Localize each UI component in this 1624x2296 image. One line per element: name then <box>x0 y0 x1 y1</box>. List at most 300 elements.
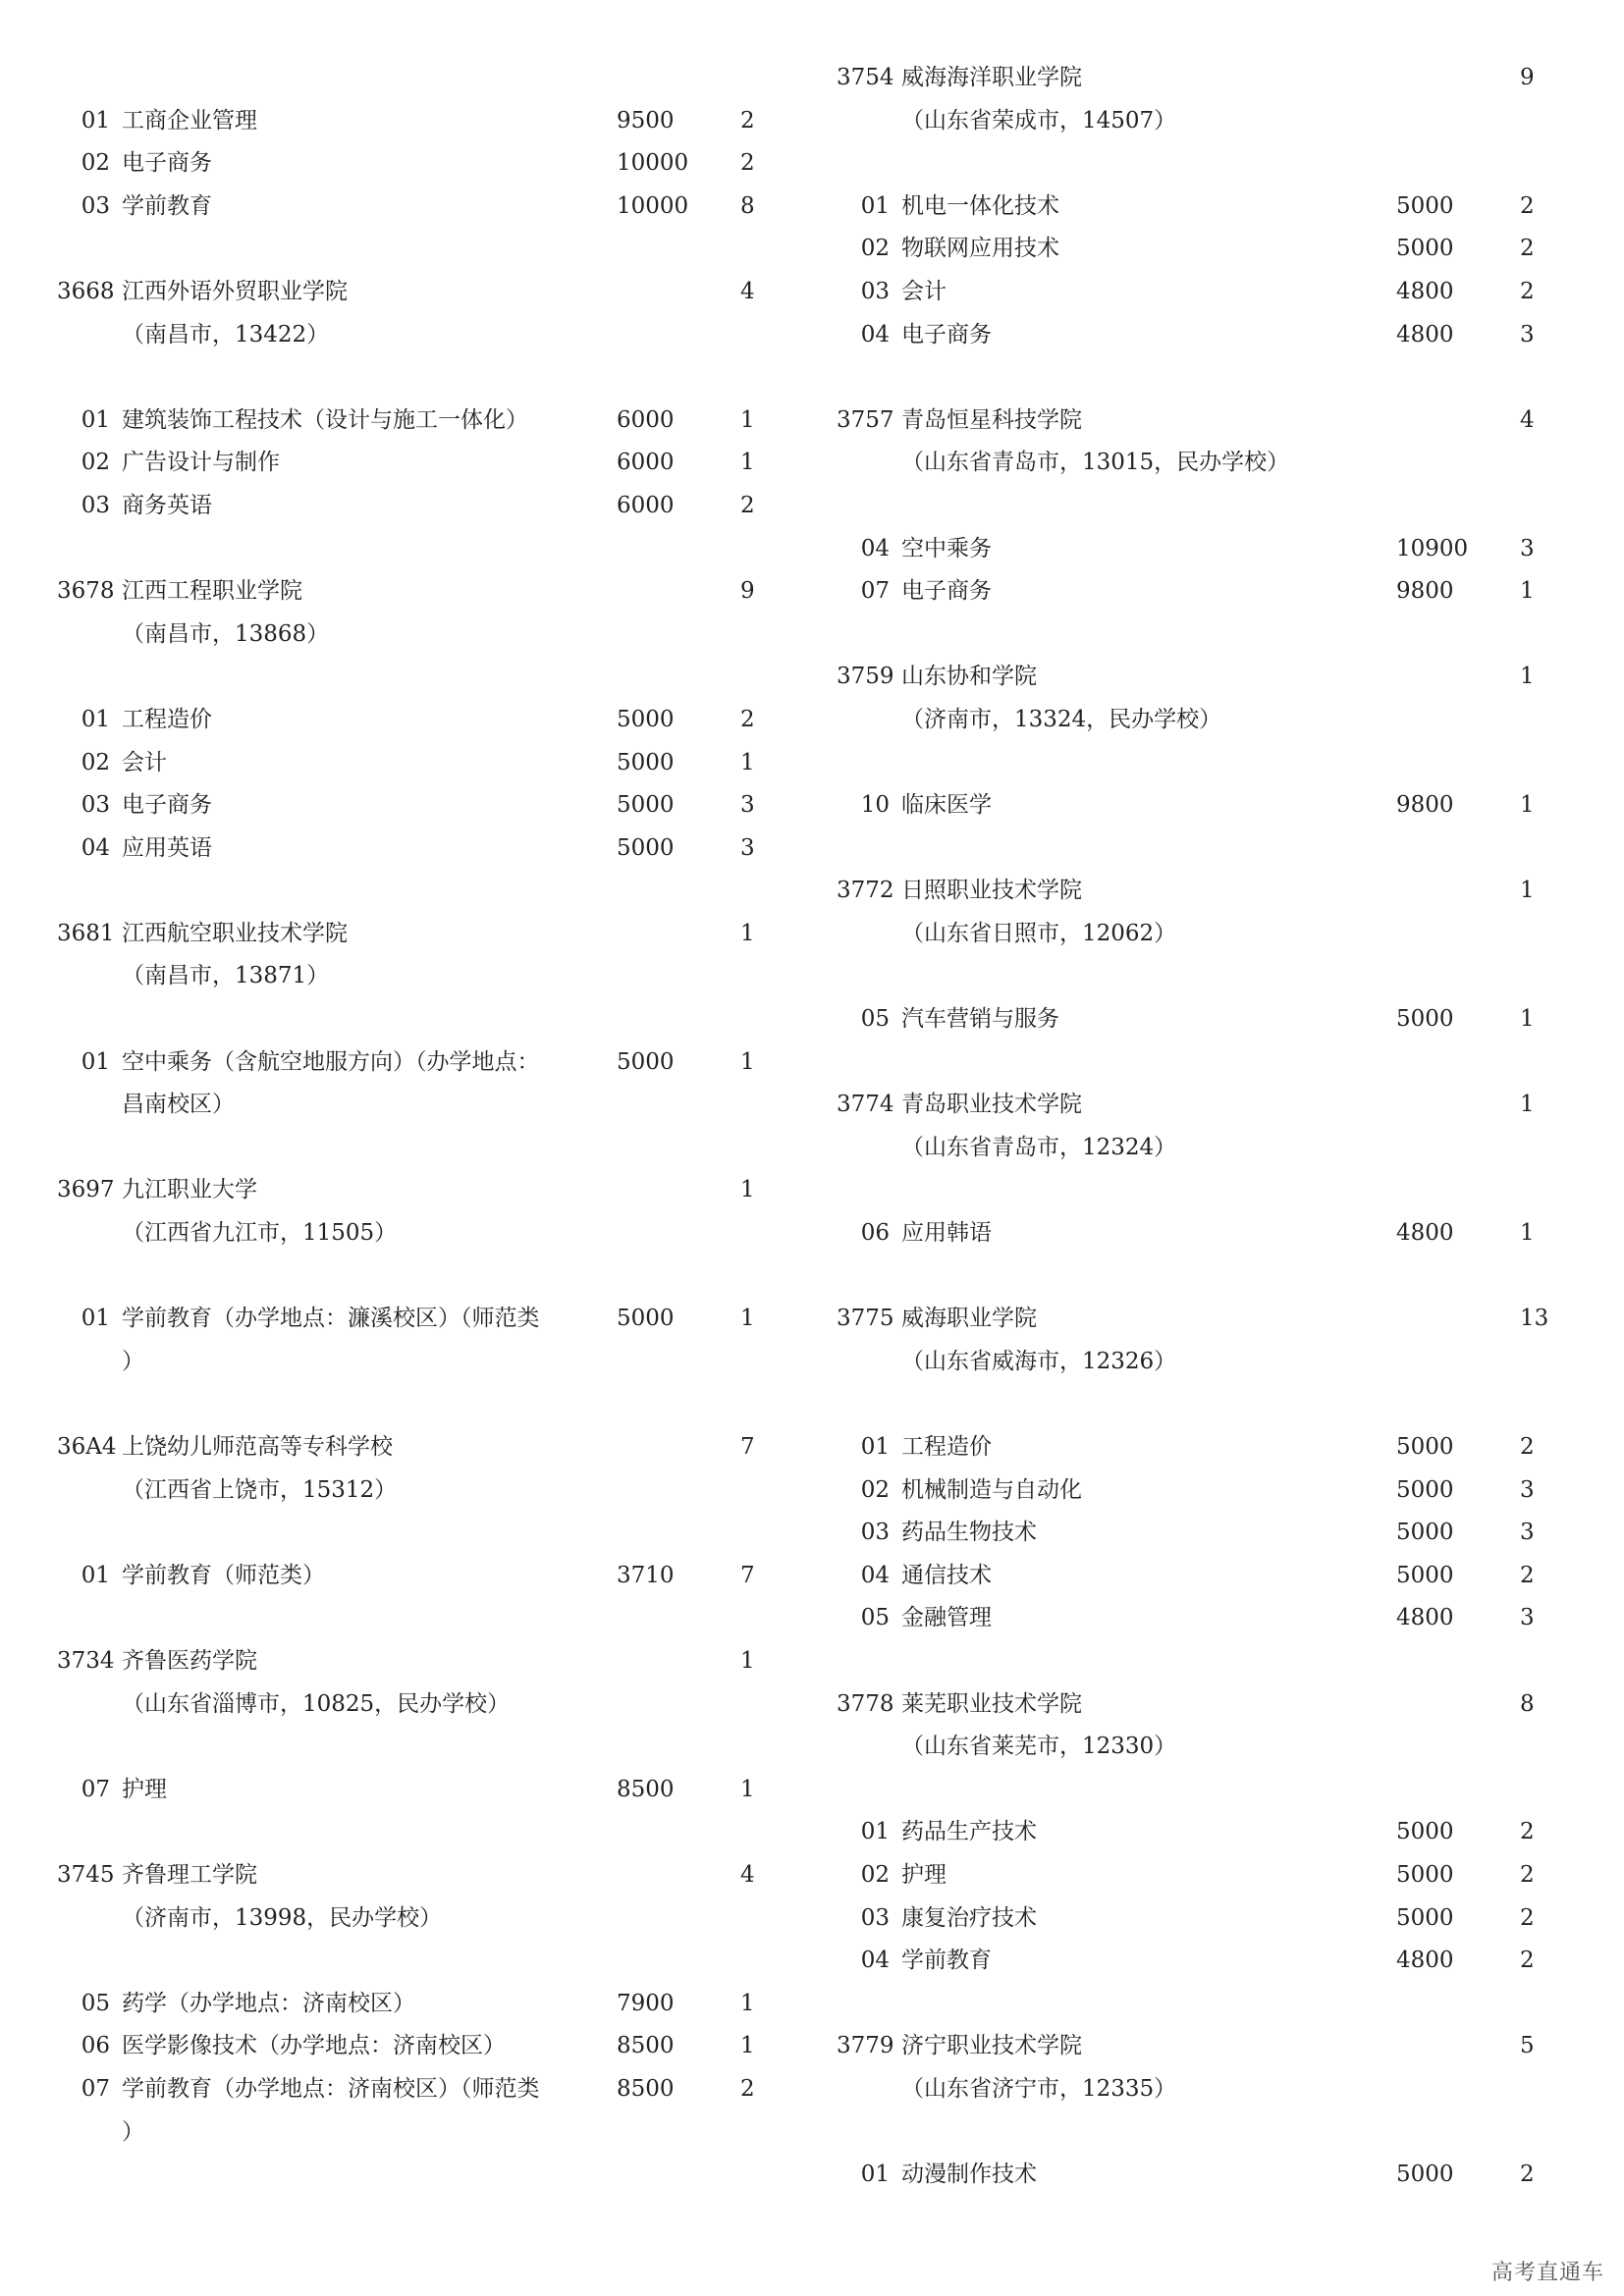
tuition-fee: 5000 <box>1396 1562 1454 1588</box>
major-code: 02 <box>860 236 890 262</box>
row-spacer <box>57 656 803 699</box>
row-spacer <box>57 1940 803 1983</box>
info-text: ） <box>122 1348 144 1374</box>
major-row <box>837 570 1583 614</box>
major-code: 01 <box>860 1819 890 1845</box>
info-text: （江西省九江市，11505） <box>122 1220 398 1247</box>
plan-count: 3 <box>1520 321 1535 347</box>
row-spacer <box>57 1512 803 1555</box>
tuition-fee: 3710 <box>617 1562 675 1588</box>
row-spacer <box>57 1811 803 1854</box>
plan-count: 2 <box>1520 1861 1535 1888</box>
major-row <box>837 1426 1583 1469</box>
major-code: 03 <box>81 792 110 819</box>
row-spacer <box>57 528 803 571</box>
major-code: 04 <box>860 1562 890 1588</box>
tuition-fee: 5000 <box>1396 1520 1454 1546</box>
school-info-row <box>57 1469 803 1513</box>
school-plan-count: 13 <box>1520 1306 1549 1332</box>
major-row <box>57 1041 803 1085</box>
tuition-fee: 5000 <box>1396 1861 1454 1888</box>
major-name: 空中乘务 <box>901 535 992 561</box>
plan-count: 1 <box>740 1776 755 1802</box>
major-name: 学前教育（办学地点：濂溪校区）（师范类 <box>122 1306 540 1332</box>
school-code: 3778 <box>837 1690 894 1717</box>
row-spacer <box>57 1383 803 1426</box>
major-name: 康复治疗技术 <box>901 1904 1037 1931</box>
major-row <box>57 1983 803 2026</box>
tuition-fee: 4800 <box>1396 1948 1454 1974</box>
info-text: （济南市，13324，民办学校） <box>901 706 1222 732</box>
tuition-fee: 5000 <box>1396 1904 1454 1931</box>
school-plan-count: 9 <box>1520 65 1535 90</box>
major-name: 动漫制作技术 <box>901 2162 1037 2188</box>
major-code: 01 <box>860 2162 890 2188</box>
info-text: （山东省威海市，12326） <box>901 1348 1177 1374</box>
plan-count: 2 <box>1520 1434 1535 1460</box>
tuition-fee: 10900 <box>1396 535 1469 561</box>
major-code: 03 <box>860 278 890 304</box>
tuition-fee: 9800 <box>1396 578 1454 605</box>
major-code: 02 <box>81 150 110 177</box>
row-spacer <box>57 228 803 271</box>
major-row <box>837 1555 1583 1598</box>
major-code: 03 <box>81 492 110 518</box>
school-row <box>57 1640 803 1683</box>
major-code: 04 <box>860 1948 890 1974</box>
tuition-fee: 8500 <box>617 2075 675 2102</box>
plan-count: 1 <box>740 749 755 775</box>
major-name: 机械制造与自动化 <box>901 1476 1082 1503</box>
school-name: 山东协和学院 <box>901 664 1037 690</box>
major-code: 02 <box>81 450 110 476</box>
major-name: 临床医学 <box>901 792 992 819</box>
major-name: 学前教育 <box>901 1948 992 1974</box>
row-spacer <box>57 1127 803 1170</box>
school-row <box>57 271 803 314</box>
school-row <box>57 1426 803 1469</box>
school-info-row <box>57 614 803 657</box>
school-plan-count: 8 <box>1520 1690 1535 1717</box>
school-info-row <box>837 442 1583 485</box>
school-row <box>837 57 1583 100</box>
school-plan-count: 7 <box>740 1434 755 1460</box>
major-name: 商务英语 <box>122 492 212 518</box>
school-code: 3745 <box>57 1861 115 1888</box>
major-code: 03 <box>860 1904 890 1931</box>
major-name: 汽车营销与服务 <box>901 1006 1059 1033</box>
major-row <box>57 784 803 828</box>
school-row <box>837 1298 1583 1341</box>
school-plan-count: 9 <box>740 578 755 605</box>
major-row <box>837 1897 1583 1941</box>
school-plan-count: 1 <box>740 920 755 946</box>
plan-count: 2 <box>1520 1819 1535 1845</box>
school-row <box>57 913 803 956</box>
plan-count: 3 <box>1520 1520 1535 1546</box>
plan-count: 3 <box>1520 1476 1535 1503</box>
row-spacer <box>837 1383 1583 1426</box>
school-info-row <box>837 1341 1583 1384</box>
major-row <box>837 314 1583 357</box>
row-spacer <box>837 828 1583 871</box>
major-row <box>57 1298 803 1341</box>
tuition-fee: 5000 <box>617 706 675 732</box>
row-spacer <box>57 1597 803 1640</box>
major-code: 06 <box>81 2033 110 2059</box>
school-name: 青岛职业技术学院 <box>901 1092 1082 1118</box>
major-name: 会计 <box>122 749 167 775</box>
major-name: 空中乘务（含航空地服方向）（办学地点： <box>122 1048 540 1075</box>
major-row <box>837 1212 1583 1255</box>
school-name: 威海海洋职业学院 <box>901 65 1082 90</box>
major-code: 01 <box>860 1434 890 1460</box>
school-plan-count: 4 <box>740 278 755 304</box>
school-row <box>57 570 803 614</box>
major-name: 广告设计与制作 <box>122 450 280 476</box>
right-column <box>837 57 1583 2197</box>
major-name: 金融管理 <box>901 1605 992 1631</box>
major-row <box>837 2154 1583 2197</box>
school-code: 3757 <box>837 406 894 433</box>
school-plan-count: 4 <box>740 1861 755 1888</box>
major-row <box>57 485 803 528</box>
school-plan-count: 1 <box>740 1647 755 1674</box>
info-text: （南昌市，13871） <box>122 963 330 989</box>
row-spacer <box>837 1769 1583 1812</box>
plan-count: 3 <box>740 792 755 819</box>
major-code: 04 <box>860 535 890 561</box>
row-spacer <box>837 485 1583 528</box>
plan-count: 3 <box>740 834 755 861</box>
school-info-row <box>57 1341 803 1384</box>
school-info-row <box>57 1897 803 1941</box>
school-row <box>837 400 1583 443</box>
school-info-row <box>837 100 1583 143</box>
info-text: （山东省日照市，12062） <box>901 920 1177 946</box>
row-spacer <box>837 1169 1583 1212</box>
plan-count: 2 <box>1520 278 1535 304</box>
major-name: 护理 <box>122 1776 167 1802</box>
major-row <box>57 742 803 785</box>
plan-count: 1 <box>740 1306 755 1332</box>
plan-count: 2 <box>1520 1904 1535 1931</box>
school-row <box>837 1683 1583 1727</box>
tuition-fee: 5000 <box>617 834 675 861</box>
major-name: 药学（办学地点：济南校区） <box>122 1990 415 2016</box>
info-text: ） <box>122 2118 144 2145</box>
major-code: 03 <box>860 1520 890 1546</box>
major-name: 医学影像技术（办学地点：济南校区） <box>122 2033 506 2059</box>
school-name: 济宁职业技术学院 <box>901 2033 1082 2059</box>
major-row <box>57 1555 803 1598</box>
major-code: 01 <box>81 406 110 433</box>
major-code: 01 <box>81 706 110 732</box>
major-name: 应用英语 <box>122 834 212 861</box>
major-row <box>837 1469 1583 1513</box>
plan-count: 1 <box>1520 1006 1535 1033</box>
info-text: （山东省青岛市，12324） <box>901 1134 1177 1160</box>
tuition-fee: 10000 <box>617 192 689 219</box>
school-row <box>57 1854 803 1897</box>
info-text: （山东省莱芜市，12330） <box>901 1734 1177 1760</box>
major-code: 01 <box>81 1306 110 1332</box>
plan-count: 1 <box>740 406 755 433</box>
major-row <box>837 228 1583 271</box>
major-row <box>837 998 1583 1041</box>
plan-count: 2 <box>740 150 755 177</box>
major-row <box>57 699 803 742</box>
major-row <box>57 142 803 186</box>
school-info-row <box>57 955 803 998</box>
info-text: （山东省青岛市，13015，民办学校） <box>901 450 1290 476</box>
school-plan-count: 1 <box>1520 664 1535 690</box>
major-code: 02 <box>860 1861 890 1888</box>
school-code: 3779 <box>837 2033 894 2059</box>
major-code: 03 <box>81 192 110 219</box>
school-name: 九江职业大学 <box>122 1177 257 1203</box>
tuition-fee: 6000 <box>617 406 675 433</box>
plan-count: 3 <box>1520 535 1535 561</box>
school-info-row <box>837 1726 1583 1769</box>
info-text: （南昌市，13422） <box>122 321 330 347</box>
plan-count: 7 <box>740 1562 755 1588</box>
info-text: （江西省上饶市，15312） <box>122 1476 398 1503</box>
plan-count: 2 <box>1520 192 1535 219</box>
plan-count: 1 <box>740 450 755 476</box>
school-name: 齐鲁理工学院 <box>122 1861 257 1888</box>
row-spacer <box>57 998 803 1041</box>
major-code: 06 <box>860 1220 890 1247</box>
major-row <box>837 784 1583 828</box>
school-info-row <box>837 699 1583 742</box>
school-plan-count: 1 <box>1520 1092 1535 1118</box>
school-name: 日照职业技术学院 <box>901 878 1082 904</box>
tuition-fee: 8500 <box>617 1776 675 1802</box>
tuition-fee: 5000 <box>1396 192 1454 219</box>
plan-count: 1 <box>740 2033 755 2059</box>
row-spacer <box>837 614 1583 657</box>
major-row <box>57 828 803 871</box>
school-code: 3774 <box>837 1092 894 1118</box>
major-code: 05 <box>860 1006 890 1033</box>
info-text: （山东省荣成市，14507） <box>901 107 1177 133</box>
row-spacer <box>57 57 803 100</box>
watermark: 高考直通车 <box>1490 2261 1604 2285</box>
school-row <box>837 870 1583 913</box>
row-spacer <box>837 1041 1583 1085</box>
plan-count: 2 <box>740 706 755 732</box>
major-row <box>837 1854 1583 1897</box>
tuition-fee: 10000 <box>617 150 689 177</box>
major-name: 应用韩语 <box>901 1220 992 1247</box>
school-code: 3697 <box>57 1177 115 1203</box>
school-code: 36A4 <box>57 1434 117 1460</box>
tuition-fee: 5000 <box>1396 1006 1454 1033</box>
tuition-fee: 8500 <box>617 2033 675 2059</box>
plan-count: 2 <box>1520 236 1535 262</box>
school-code: 3775 <box>837 1306 894 1332</box>
major-name: 物联网应用技术 <box>901 236 1059 262</box>
plan-count: 2 <box>740 107 755 133</box>
school-row <box>837 656 1583 699</box>
school-info-row <box>57 1212 803 1255</box>
major-row <box>837 271 1583 314</box>
school-info-row <box>57 2111 803 2155</box>
school-info-row <box>57 314 803 357</box>
major-code: 01 <box>81 1562 110 1588</box>
plan-count: 8 <box>740 192 755 219</box>
left-column <box>57 57 803 2154</box>
tuition-fee: 5000 <box>1396 1819 1454 1845</box>
major-code: 04 <box>860 321 890 347</box>
major-name: 电子商务 <box>122 792 212 819</box>
row-spacer <box>57 1255 803 1299</box>
major-code: 02 <box>860 1476 890 1503</box>
major-name: 电子商务 <box>901 321 992 347</box>
school-info-row <box>57 1084 803 1127</box>
info-text: （济南市，13998，民办学校） <box>122 1904 443 1931</box>
tuition-fee: 4800 <box>1396 1220 1454 1247</box>
major-code: 01 <box>860 192 890 219</box>
school-plan-count: 1 <box>740 1177 755 1203</box>
school-name: 上饶幼儿师范高等专科学校 <box>122 1434 393 1460</box>
major-name: 学前教育 <box>122 192 212 219</box>
major-name: 电子商务 <box>901 578 992 605</box>
school-code: 3772 <box>837 878 894 904</box>
tuition-fee: 4800 <box>1396 321 1454 347</box>
major-code: 05 <box>860 1605 890 1631</box>
major-name: 工程造价 <box>901 1434 992 1460</box>
major-name: 工商企业管理 <box>122 107 257 133</box>
major-code: 02 <box>81 749 110 775</box>
row-spacer <box>837 356 1583 400</box>
school-info-row <box>57 1683 803 1727</box>
school-name: 齐鲁医药学院 <box>122 1647 257 1674</box>
school-name: 江西工程职业学院 <box>122 578 302 605</box>
row-spacer <box>57 1726 803 1769</box>
tuition-fee: 7900 <box>617 1990 675 2016</box>
school-info-row <box>837 2068 1583 2111</box>
row-spacer <box>837 2111 1583 2155</box>
major-code: 04 <box>81 834 110 861</box>
school-plan-count: 5 <box>1520 2033 1535 2059</box>
major-row <box>837 528 1583 571</box>
school-code: 3668 <box>57 278 115 304</box>
major-name: 电子商务 <box>122 150 212 177</box>
tuition-fee: 5000 <box>1396 1476 1454 1503</box>
tuition-fee: 5000 <box>1396 236 1454 262</box>
tuition-fee: 5000 <box>617 749 675 775</box>
plan-count: 1 <box>740 1990 755 2016</box>
major-row <box>57 100 803 143</box>
tuition-fee: 4800 <box>1396 1605 1454 1631</box>
tuition-fee: 9500 <box>617 107 675 133</box>
school-plan-count: 1 <box>1520 878 1535 904</box>
major-name: 药品生物技术 <box>901 1520 1037 1546</box>
plan-count: 2 <box>1520 1948 1535 1974</box>
info-text: 昌南校区） <box>122 1092 235 1118</box>
school-row <box>837 1084 1583 1127</box>
row-spacer <box>57 356 803 400</box>
major-name: 护理 <box>901 1861 947 1888</box>
tuition-fee: 5000 <box>617 1306 675 1332</box>
major-name: 建筑装饰工程技术（设计与施工一体化） <box>122 406 528 433</box>
major-code: 10 <box>860 792 890 819</box>
tuition-fee: 5000 <box>617 1048 675 1075</box>
school-name: 威海职业学院 <box>901 1306 1037 1332</box>
major-row <box>57 2068 803 2111</box>
row-spacer <box>837 1640 1583 1683</box>
school-info-row <box>837 913 1583 956</box>
school-code: 3754 <box>837 65 894 90</box>
major-name: 学前教育（师范类） <box>122 1562 325 1588</box>
plan-count: 1 <box>740 1048 755 1075</box>
school-name: 江西航空职业技术学院 <box>122 920 348 946</box>
row-spacer <box>837 142 1583 186</box>
school-name: 青岛恒星科技学院 <box>901 406 1082 433</box>
tuition-fee: 5000 <box>1396 2162 1454 2188</box>
major-name: 机电一体化技术 <box>901 192 1059 219</box>
info-text: （南昌市，13868） <box>122 620 330 647</box>
school-plan-count: 4 <box>1520 406 1535 433</box>
row-spacer <box>837 955 1583 998</box>
major-row <box>57 442 803 485</box>
school-code: 3734 <box>57 1647 115 1674</box>
major-name: 通信技术 <box>901 1562 992 1588</box>
tuition-fee: 9800 <box>1396 792 1454 819</box>
major-code: 07 <box>81 2075 110 2102</box>
major-row <box>837 1811 1583 1854</box>
major-row <box>837 1597 1583 1640</box>
school-name: 莱芜职业技术学院 <box>901 1690 1082 1717</box>
school-code: 3759 <box>837 664 894 690</box>
major-row <box>57 2025 803 2068</box>
row-spacer <box>837 1255 1583 1299</box>
plan-count: 1 <box>1520 792 1535 819</box>
major-code: 07 <box>860 578 890 605</box>
tuition-fee: 6000 <box>617 492 675 518</box>
school-row <box>57 1169 803 1212</box>
major-code: 05 <box>81 1990 110 2016</box>
school-info-row <box>837 1127 1583 1170</box>
row-spacer <box>837 742 1583 785</box>
plan-count: 1 <box>1520 1220 1535 1247</box>
plan-count: 2 <box>1520 2162 1535 2188</box>
school-name: 江西外语外贸职业学院 <box>122 278 348 304</box>
major-code: 01 <box>81 107 110 133</box>
plan-count: 2 <box>740 492 755 518</box>
major-row <box>57 1769 803 1812</box>
plan-count: 2 <box>740 2075 755 2102</box>
major-row <box>57 186 803 229</box>
tuition-fee: 6000 <box>617 450 675 476</box>
school-code: 3678 <box>57 578 115 605</box>
school-code: 3681 <box>57 920 115 946</box>
major-row <box>837 186 1583 229</box>
plan-count: 1 <box>1520 578 1535 605</box>
major-name: 药品生产技术 <box>901 1819 1037 1845</box>
major-row <box>57 400 803 443</box>
tuition-fee: 5000 <box>1396 1434 1454 1460</box>
info-text: （山东省济宁市，12335） <box>901 2075 1177 2102</box>
tuition-fee: 5000 <box>617 792 675 819</box>
school-row <box>837 2025 1583 2068</box>
info-text: （山东省淄博市，10825，民办学校） <box>122 1690 511 1717</box>
major-code: 01 <box>81 1048 110 1075</box>
plan-count: 3 <box>1520 1605 1535 1631</box>
row-spacer <box>837 1983 1583 2026</box>
